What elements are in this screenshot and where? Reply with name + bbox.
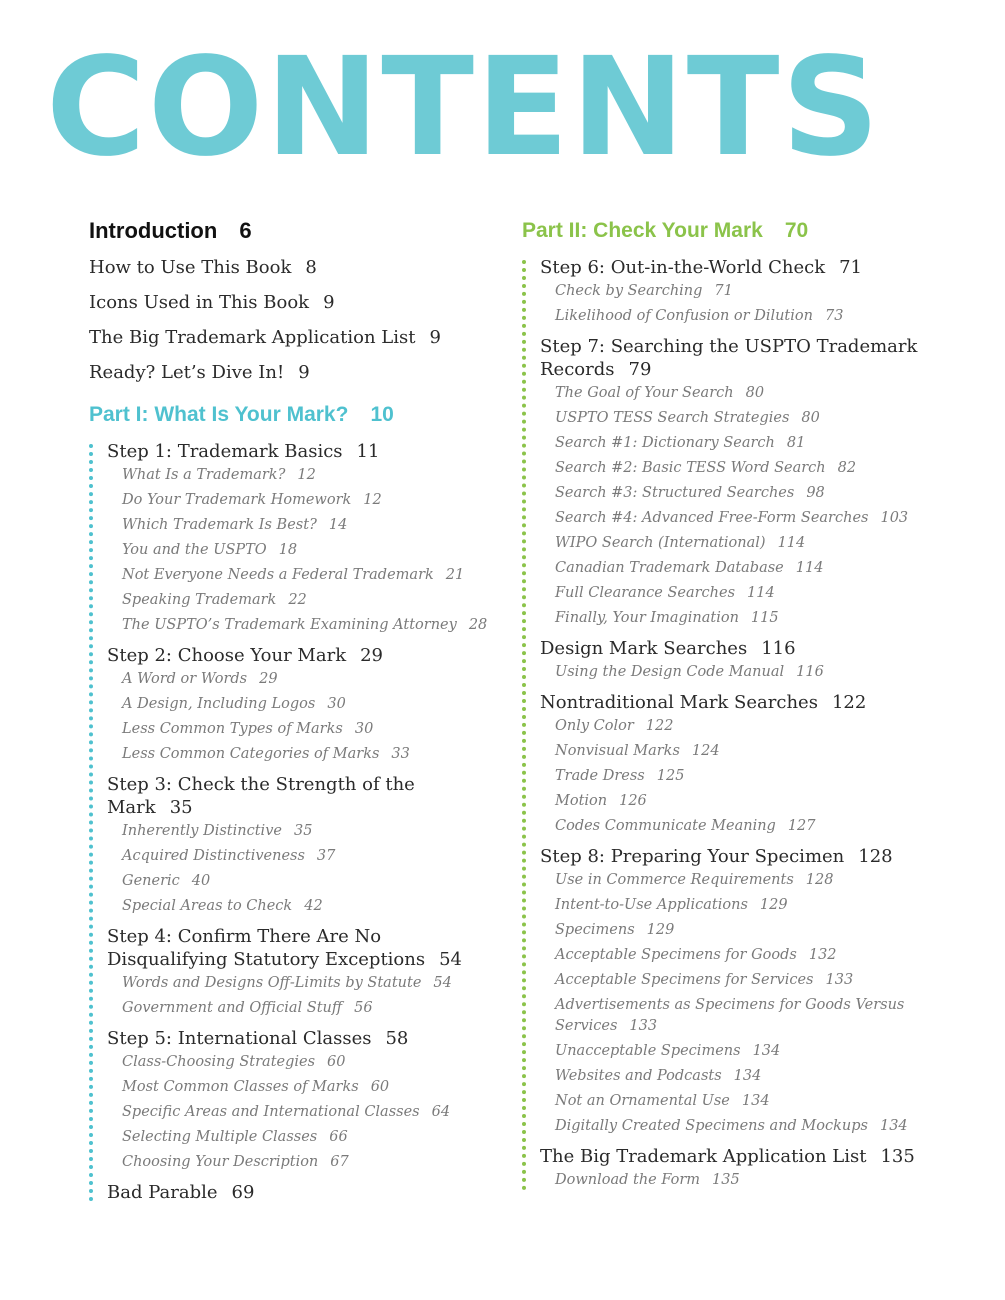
sub-entry-label: Most Common Classes of Marks — [122, 1079, 359, 1095]
sub-entry[interactable] — [540, 556, 962, 581]
sub-entry-page: 35 — [293, 823, 313, 839]
sub-entry-label: Canadian Trademark Database — [555, 560, 784, 576]
toc-step — [107, 440, 489, 638]
sub-entry-label: Selecting Multiple Classes — [122, 1129, 318, 1145]
sub-entry[interactable] — [540, 581, 962, 606]
sub-entry-page: 114 — [777, 535, 806, 551]
step-title-label: Step 2: Choose Your Mark — [107, 645, 347, 666]
sub-entry-label: Generic — [122, 873, 180, 889]
sub-entry-page: 37 — [316, 848, 336, 864]
sub-entry[interactable] — [107, 488, 489, 513]
sub-entry-label: Nonvisual Marks — [555, 743, 680, 759]
part-1-entries — [89, 440, 489, 1204]
sub-entry-page: 134 — [752, 1043, 781, 1059]
sub-entry[interactable] — [107, 717, 489, 742]
sub-entry-label: Likelihood of Confusion or Dilution — [555, 308, 813, 324]
sub-entry-page: 114 — [747, 585, 775, 601]
sub-entry-page: 71 — [714, 283, 733, 299]
intro-item-page: 8 — [305, 257, 317, 278]
sub-entry[interactable] — [540, 431, 962, 456]
sub-entry-page: 128 — [805, 872, 834, 888]
toc-step — [107, 925, 489, 1021]
sub-entry-page: 133 — [825, 972, 854, 988]
sub-entry-page: 129 — [759, 897, 788, 913]
sub-entry[interactable] — [540, 714, 962, 739]
step-title[interactable] — [540, 691, 962, 714]
sub-entry-label: USPTO TESS Search Strategies — [555, 410, 790, 426]
sub-entry-label: Use in Commerce Requirements — [555, 872, 794, 888]
step-title[interactable] — [540, 256, 962, 279]
introduction-heading[interactable] — [89, 212, 489, 250]
part-2-title: Part II: Check Your Mark — [522, 219, 763, 242]
sub-entry[interactable] — [107, 742, 489, 767]
step-title[interactable] — [540, 637, 962, 660]
sub-entry[interactable] — [107, 538, 489, 563]
sub-entry-page: 12 — [363, 492, 382, 508]
sub-entry[interactable] — [107, 563, 489, 588]
sub-entry[interactable] — [540, 814, 962, 839]
step-page: 11 — [356, 441, 380, 462]
sub-entry[interactable] — [540, 279, 962, 304]
left-column — [89, 212, 489, 1204]
sub-entry-label: The Goal of Your Search — [555, 385, 734, 401]
sub-entry-label: Class-Choosing Strategies — [122, 1054, 316, 1070]
step-page: 71 — [839, 257, 863, 278]
sub-entry-page: 28 — [468, 617, 488, 633]
right-column — [522, 212, 962, 1193]
sub-entry-page: 73 — [824, 308, 844, 324]
sub-entry-label: Acceptable Specimens for Goods — [555, 947, 797, 963]
sub-entry-page: 56 — [354, 1000, 373, 1016]
sub-entry-page: 134 — [741, 1093, 770, 1109]
toc-step — [107, 773, 489, 919]
step-page: 29 — [360, 645, 384, 666]
sub-entry-label: Choosing Your Description — [122, 1154, 319, 1170]
sub-entry-page: 80 — [801, 410, 820, 426]
sub-entry[interactable] — [107, 844, 489, 869]
sub-entry-label: Acceptable Specimens for Services — [555, 972, 814, 988]
sub-entry[interactable] — [540, 456, 962, 481]
sub-entry-label: Words and Designs Off-Limits by Statute — [122, 975, 422, 991]
sub-entry[interactable] — [540, 531, 962, 556]
sub-entry[interactable] — [540, 304, 962, 329]
sub-entry-page: 81 — [786, 435, 806, 451]
sub-entry-page: 134 — [733, 1068, 762, 1084]
sub-entry-label: Using the Design Code Manual — [555, 664, 785, 680]
sub-entry-label: Check by Searching — [555, 283, 703, 299]
sub-entry-label: Search #1: Dictionary Search — [555, 435, 775, 451]
sub-entry-page: 29 — [259, 671, 278, 687]
sub-entry-page: 132 — [808, 947, 837, 963]
introduction-list — [89, 250, 489, 390]
step-page: 116 — [761, 638, 796, 659]
sub-entry[interactable] — [107, 588, 489, 613]
sub-entry[interactable] — [540, 406, 962, 431]
intro-item-label: How to Use This Book — [89, 257, 292, 278]
sub-entry-label: Trade Dress — [555, 768, 645, 784]
intro-item[interactable] — [89, 250, 489, 285]
introduction-title: Introduction — [89, 218, 218, 243]
sub-entry-page: 33 — [391, 746, 410, 762]
part-1-title: Part I: What Is Your Mark? — [89, 403, 349, 426]
intro-item[interactable] — [89, 320, 489, 355]
sub-entry[interactable] — [540, 918, 962, 943]
sub-entry-label: The USPTO’s Trademark Examining Attorney — [122, 617, 457, 633]
sub-entry-label: Less Common Categories of Marks — [122, 746, 380, 762]
sub-entry-label: Digitally Created Specimens and Mockups — [555, 1118, 868, 1134]
sub-entry[interactable] — [540, 739, 962, 764]
sub-entry-page: 134 — [879, 1118, 908, 1134]
sub-entry[interactable] — [107, 463, 489, 488]
step-title[interactable] — [107, 1027, 489, 1050]
toc-step — [107, 1027, 489, 1175]
step-title[interactable] — [107, 1181, 489, 1204]
sub-entry[interactable] — [107, 996, 489, 1021]
toc-step — [540, 845, 962, 1139]
sub-entry-page: 122 — [645, 718, 674, 734]
step-page: 128 — [858, 846, 893, 867]
sub-entry-label: Download the Form — [555, 1172, 701, 1188]
sub-entry[interactable] — [540, 506, 962, 531]
sub-entry-label: Special Areas to Check — [122, 898, 293, 914]
part-2-entries — [522, 256, 962, 1193]
step-title-label: Bad Parable — [107, 1182, 218, 1203]
sub-entry-label: A Word or Words — [122, 671, 248, 687]
sub-entry-page: 125 — [656, 768, 685, 784]
sub-entry-label: WIPO Search (International) — [555, 535, 766, 551]
sub-entry[interactable] — [540, 1039, 962, 1064]
sub-entry[interactable] — [540, 481, 962, 506]
sub-entry[interactable] — [107, 819, 489, 844]
sub-entry-label: Specimens — [555, 922, 635, 938]
sub-entry[interactable] — [107, 1150, 489, 1175]
intro-item-page: 9 — [298, 362, 310, 383]
sub-entry-label: Only Color — [555, 718, 634, 734]
sub-entry-page: 135 — [712, 1172, 740, 1188]
sub-entry-label: Motion — [555, 793, 608, 809]
toc-step — [540, 335, 962, 631]
step-title[interactable] — [540, 845, 962, 868]
sub-entry[interactable] — [540, 893, 962, 918]
sub-entry[interactable] — [540, 943, 962, 968]
step-title[interactable] — [107, 773, 489, 819]
step-title-label: Step 7: Searching the USPTO Trademark Records — [540, 336, 918, 380]
toc-step — [540, 691, 962, 839]
step-page: 122 — [831, 692, 867, 713]
intro-item-label: Icons Used in This Book — [89, 292, 310, 313]
part-2-page: 70 — [784, 219, 809, 242]
sub-entry[interactable] — [540, 1064, 962, 1089]
sub-entry-label: Not an Ornamental Use — [555, 1093, 730, 1109]
sub-entry[interactable] — [540, 764, 962, 789]
sub-entry[interactable] — [107, 1075, 489, 1100]
sub-entry[interactable] — [107, 692, 489, 717]
sub-entry-page: 127 — [787, 818, 816, 834]
sub-entry-label: Government and Official Stuff — [122, 1000, 343, 1016]
sub-entry[interactable] — [107, 667, 489, 692]
sub-entry-label: Search #2: Basic TESS Word Search — [555, 460, 826, 476]
sub-entry-page: 30 — [354, 721, 374, 737]
step-title[interactable] — [540, 1145, 962, 1168]
sub-entry-page: 21 — [445, 567, 465, 583]
sub-entry-label: Search #4: Advanced Free-Form Searches — [555, 510, 869, 526]
sub-entry-page: 129 — [646, 922, 675, 938]
step-page: 79 — [628, 359, 652, 380]
sub-entry-label: Finally, Your Imagination — [555, 610, 739, 626]
sub-entry[interactable] — [107, 613, 489, 638]
sub-entry-page: 116 — [796, 664, 824, 680]
sub-entry[interactable] — [107, 971, 489, 996]
sub-entry-label: Intent-to-Use Applications — [555, 897, 748, 913]
sub-entry-page: 67 — [330, 1154, 349, 1170]
sub-entry[interactable] — [107, 1050, 489, 1075]
toc-step — [107, 1181, 489, 1204]
sub-entry-page: 115 — [750, 610, 779, 626]
step-page: 135 — [880, 1146, 915, 1167]
sub-entry-page: 103 — [880, 510, 909, 526]
intro-item-label: Ready? Let’s Dive In! — [89, 362, 285, 383]
sub-entry-label: Acquired Distinctiveness — [122, 848, 305, 864]
intro-item-page: 9 — [323, 292, 335, 313]
step-title-label: Nontraditional Mark Searches — [540, 692, 818, 713]
step-title-label: Step 8: Preparing Your Specimen — [540, 846, 845, 867]
sub-entry-page: 126 — [619, 793, 647, 809]
toc-step — [107, 644, 489, 767]
intro-item[interactable] — [89, 355, 489, 390]
sub-entry-label: You and the USPTO — [122, 542, 267, 558]
sub-entry-page: 66 — [329, 1129, 348, 1145]
part-1-heading[interactable] — [89, 396, 489, 434]
sub-entry-label: Search #3: Structured Searches — [555, 485, 795, 501]
step-page: 35 — [169, 797, 193, 818]
toc-step — [540, 1145, 962, 1193]
sub-entry-page: 12 — [297, 467, 316, 483]
step-page: 69 — [231, 1182, 255, 1203]
sub-entry-label: Not Everyone Needs a Federal Trademark — [122, 567, 434, 583]
sub-entry[interactable] — [540, 660, 962, 685]
sub-entry-label: Speaking Trademark — [122, 592, 277, 608]
sub-entry-label: A Design, Including Logos — [122, 696, 316, 712]
sub-entry-page: 64 — [431, 1104, 451, 1120]
sub-entry-page: 54 — [433, 975, 452, 991]
intro-item[interactable] — [89, 285, 489, 320]
step-title[interactable] — [107, 925, 489, 971]
sub-entry-label: Websites and Podcasts — [555, 1068, 722, 1084]
sub-entry[interactable] — [540, 381, 962, 406]
sub-entry[interactable] — [540, 1089, 962, 1114]
sub-entry-label: Do Your Trademark Homework — [122, 492, 352, 508]
sub-entry-label: Advertisements as Specimens for Goods Versus Services — [555, 997, 905, 1034]
step-title-label: Step 4: Confirm There Are No Disqualifying Statutory Exceptions — [107, 926, 426, 970]
sub-entry-page: 18 — [278, 542, 298, 558]
sub-entry-page: 133 — [629, 1018, 658, 1034]
sub-entry[interactable] — [107, 869, 489, 894]
step-title[interactable] — [107, 644, 489, 667]
sub-entry[interactable] — [540, 993, 962, 1039]
introduction-page: 6 — [239, 218, 252, 243]
step-title-label: Step 1: Trademark Basics — [107, 441, 343, 462]
sub-entry[interactable] — [107, 513, 489, 538]
part-2-heading[interactable] — [522, 212, 962, 250]
sub-entry-page: 114 — [795, 560, 824, 576]
step-page: 54 — [439, 949, 463, 970]
sub-entry-page: 80 — [745, 385, 765, 401]
sub-entry[interactable] — [540, 1114, 962, 1139]
sub-entry[interactable] — [107, 1125, 489, 1150]
step-title-label: Step 3: Check the Strength of the Mark — [107, 774, 415, 818]
intro-item-label: The Big Trademark Application List — [89, 327, 416, 348]
sub-entry-page: 60 — [327, 1054, 346, 1070]
sub-entry-page: 14 — [328, 517, 348, 533]
sub-entry[interactable] — [540, 968, 962, 993]
sub-entry-page: 30 — [327, 696, 346, 712]
sub-entry[interactable] — [540, 606, 962, 631]
sub-entry-label: Inherently Distinctive — [122, 823, 282, 839]
sub-entry[interactable] — [107, 894, 489, 919]
sub-entry-label: What Is a Trademark? — [122, 467, 286, 483]
sub-entry-page: 60 — [370, 1079, 390, 1095]
step-title[interactable] — [107, 440, 489, 463]
sub-entry-label: Specific Areas and International Classes — [122, 1104, 420, 1120]
sub-entry-page: 40 — [191, 873, 211, 889]
intro-item-page: 9 — [429, 327, 441, 348]
step-title-label: Design Mark Searches — [540, 638, 748, 659]
page-title: CONTENTS — [46, 29, 882, 187]
part-1-page: 10 — [370, 403, 394, 426]
sub-entry-page: 22 — [288, 592, 307, 608]
toc-step — [540, 637, 962, 685]
sub-entry-label: Unacceptable Specimens — [555, 1043, 741, 1059]
sub-entry-label: Codes Communicate Meaning — [555, 818, 776, 834]
toc-step — [540, 256, 962, 329]
sub-entry-page: 42 — [304, 898, 323, 914]
step-title-label: Step 5: International Classes — [107, 1028, 372, 1049]
sub-entry-label: Full Clearance Searches — [555, 585, 736, 601]
sub-entry[interactable] — [540, 1168, 962, 1193]
sub-entry-page: 124 — [691, 743, 720, 759]
step-page: 58 — [385, 1028, 409, 1049]
sub-entry-label: Which Trademark Is Best? — [122, 517, 317, 533]
sub-entry-page: 82 — [837, 460, 857, 476]
step-title-label: Step 6: Out-in-the-World Check — [540, 257, 826, 278]
sub-entry[interactable] — [540, 868, 962, 893]
step-title[interactable] — [540, 335, 962, 381]
sub-entry-label: Less Common Types of Marks — [122, 721, 343, 737]
sub-entry[interactable] — [107, 1100, 489, 1125]
step-title-label: The Big Trademark Application List — [540, 1146, 867, 1167]
sub-entry-page: 98 — [806, 485, 825, 501]
sub-entry[interactable] — [540, 789, 962, 814]
